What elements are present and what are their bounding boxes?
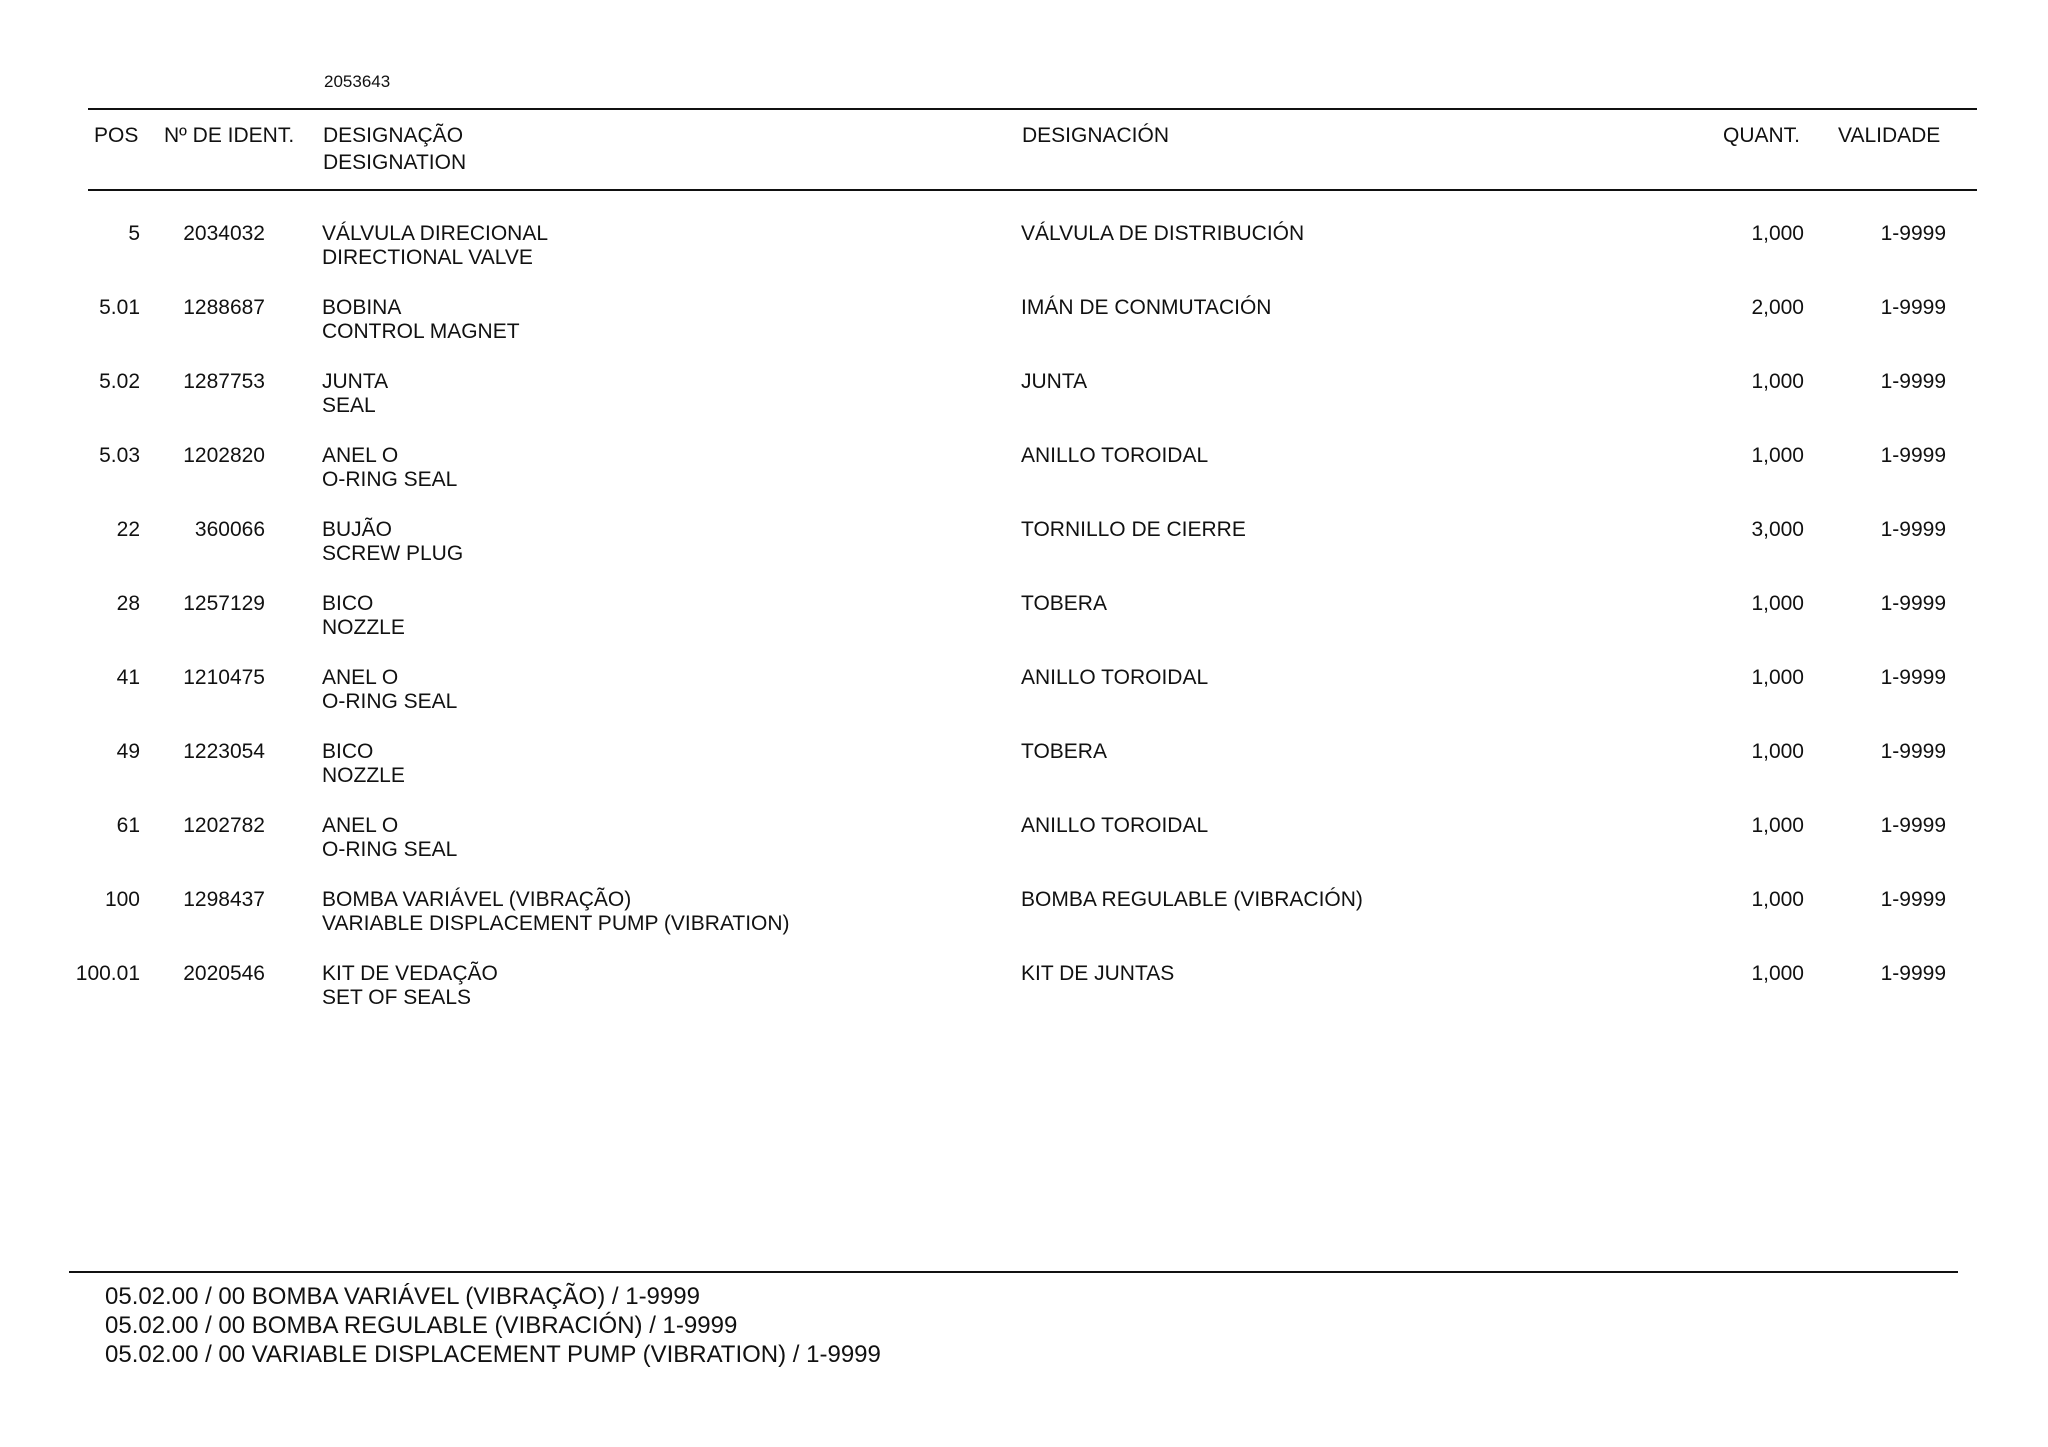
part-ident-number: 1202782 [183,814,265,837]
column-header-ident: Nº DE IDENT. [164,124,295,147]
part-position: 28 [116,592,140,615]
part-quantity: 1,000 [1751,222,1804,245]
part-designation-pt: ANEL O [322,444,399,467]
part-ident-number: 1257129 [183,592,265,615]
part-position: 100 [104,888,140,911]
part-validity: 1-9999 [1880,296,1946,319]
part-designation-pt: KIT DE VEDAÇÃO [322,962,498,985]
part-quantity: 2,000 [1751,296,1804,319]
part-designation-es: ANILLO TOROIDAL [1021,666,1209,689]
part-validity: 1-9999 [1880,592,1946,615]
part-position: 5 [128,222,140,245]
table-row [0,814,2048,888]
part-validity: 1-9999 [1880,888,1946,911]
part-ident-number: 2020546 [183,962,265,985]
table-row [0,444,2048,518]
footer-line-es: 05.02.00 / 00 BOMBA REGULABLE (VIBRACIÓN) / 1-9999 [105,1312,738,1339]
column-header-designacao: DESIGNAÇÃO [323,124,464,147]
table-row [0,888,2048,962]
part-designation-en: DIRECTIONAL VALVE [322,246,533,269]
part-ident-number: 1288687 [183,296,265,319]
part-designation-es: ANILLO TOROIDAL [1021,444,1209,467]
part-designation-es: JUNTA [1021,370,1088,393]
part-quantity: 1,000 [1751,370,1804,393]
part-designation-en: SEAL [322,394,376,417]
part-designation-en: VARIABLE DISPLACEMENT PUMP (VIBRATION) [322,912,790,935]
part-validity: 1-9999 [1880,740,1946,763]
part-designation-es: VÁLVULA DE DISTRIBUCIÓN [1021,222,1305,245]
part-designation-es: TORNILLO DE CIERRE [1021,518,1246,541]
part-ident-number: 1223054 [183,740,265,763]
part-validity: 1-9999 [1880,962,1946,985]
table-row [0,666,2048,740]
part-position: 5.03 [99,444,140,467]
table-row [0,740,2048,814]
footer-rule [69,1271,1958,1273]
part-ident-number: 1298437 [183,888,265,911]
part-designation-en: O-RING SEAL [322,468,458,491]
part-position: 100.01 [75,962,140,985]
table-row [0,296,2048,370]
part-position: 22 [116,518,140,541]
part-designation-es: TOBERA [1021,592,1107,615]
part-designation-pt: BICO [322,592,374,615]
table-row [0,222,2048,296]
part-designation-en: NOZZLE [322,764,405,787]
part-position: 41 [116,666,140,689]
footer-line-en: 05.02.00 / 00 VARIABLE DISPLACEMENT PUMP (VIBRATION) / 1-9999 [105,1341,881,1368]
part-designation-es: TOBERA [1021,740,1107,763]
part-ident-number: 1287753 [183,370,265,393]
part-quantity: 1,000 [1751,666,1804,689]
part-designation-pt: VÁLVULA DIRECIONAL [322,222,549,245]
footer-reference [105,1282,881,1369]
table-row [0,962,2048,1036]
part-designation-es: KIT DE JUNTAS [1021,962,1175,985]
part-designation-en: CONTROL MAGNET [322,320,520,343]
part-ident-number: 1210475 [183,666,265,689]
part-validity: 1-9999 [1880,370,1946,393]
part-position: 5.02 [99,370,140,393]
part-designation-en: O-RING SEAL [322,690,458,713]
part-designation-es: BOMBA REGULABLE (VIBRACIÓN) [1021,888,1363,911]
part-designation-en: SCREW PLUG [322,542,464,565]
part-quantity: 1,000 [1751,888,1804,911]
part-quantity: 1,000 [1751,444,1804,467]
part-designation-pt: BOMBA VARIÁVEL (VIBRAÇÃO) [322,888,632,911]
part-quantity: 1,000 [1751,740,1804,763]
part-validity: 1-9999 [1880,518,1946,541]
part-designation-pt: BICO [322,740,374,763]
column-header-validade: VALIDADE [1838,124,1941,147]
part-ident-number: 2034032 [183,222,265,245]
part-quantity: 1,000 [1751,592,1804,615]
part-designation-es: ANILLO TOROIDAL [1021,814,1209,837]
part-position: 5.01 [99,296,140,319]
part-quantity: 1,000 [1751,962,1804,985]
part-ident-number: 360066 [194,518,265,541]
part-validity: 1-9999 [1880,444,1946,467]
part-designation-es: IMÁN DE CONMUTACIÓN [1021,296,1272,319]
part-position: 49 [116,740,140,763]
column-header-quant: QUANT. [1723,124,1801,147]
table-row [0,592,2048,666]
footer-line-pt: 05.02.00 / 00 BOMBA VARIÁVEL (VIBRAÇÃO) / 1-9999 [105,1283,700,1310]
part-validity: 1-9999 [1880,814,1946,837]
document-number: 2053643 [324,72,391,91]
part-designation-en: NOZZLE [322,616,405,639]
part-validity: 1-9999 [1880,666,1946,689]
part-quantity: 1,000 [1751,814,1804,837]
header-bottom-rule [88,189,1977,191]
column-header-designation: DESIGNATION [323,151,467,174]
parts-table [0,222,2048,1036]
part-designation-pt: BOBINA [322,296,402,319]
part-quantity: 3,000 [1751,518,1804,541]
part-designation-pt: BUJÃO [322,518,393,541]
part-position: 61 [116,814,140,837]
header-top-rule [88,108,1977,110]
table-row [0,370,2048,444]
part-designation-pt: ANEL O [322,666,399,689]
part-ident-number: 1202820 [183,444,265,467]
part-designation-pt: ANEL O [322,814,399,837]
column-header-pos: POS [94,124,139,147]
part-designation-en: O-RING SEAL [322,838,458,861]
part-designation-pt: JUNTA [322,370,389,393]
table-row [0,518,2048,592]
part-designation-en: SET OF SEALS [322,986,471,1009]
part-validity: 1-9999 [1880,222,1946,245]
column-header-designacion: DESIGNACIÓN [1022,124,1170,147]
